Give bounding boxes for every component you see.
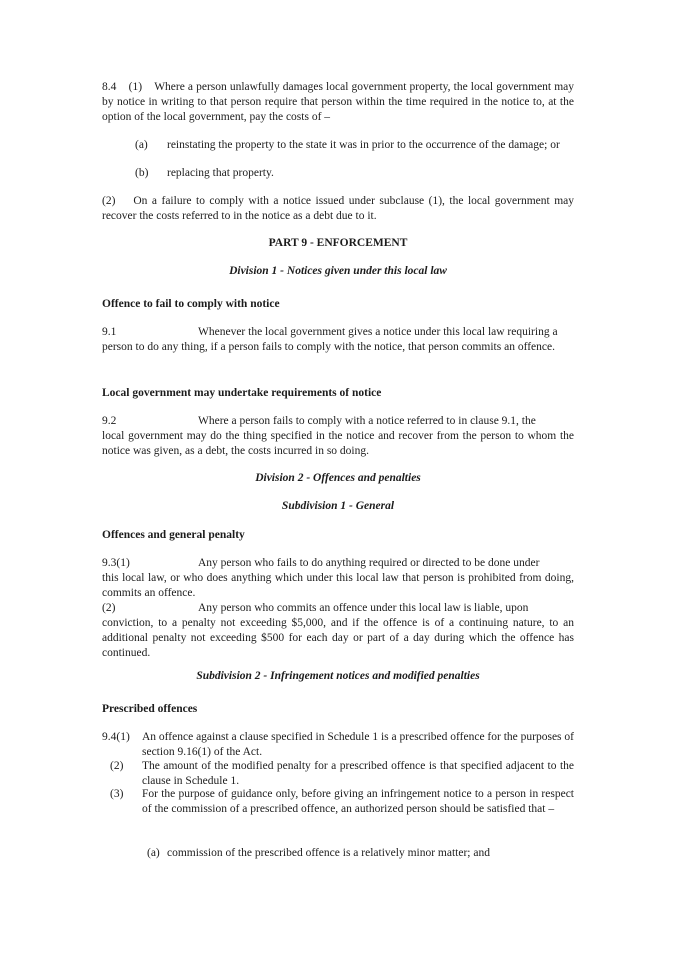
clause-text-rest: conviction, to a penalty not exceeding $5,000, and if the offence is of a continuing nature, to an additional penalty not exceeding $500 for each day or part of a day during which the offence has continued. xyxy=(102,617,574,659)
heading-9-4: Prescribed offences xyxy=(102,703,198,715)
clause-9-2 xyxy=(102,414,574,459)
clause-9-4-2 xyxy=(102,759,574,789)
clause-8-4-item-a xyxy=(135,138,575,153)
item-label: (a) xyxy=(147,847,160,859)
clause-text: The amount of the modified penalty for a prescribed offence is that specified adjacent to the clause in Schedule 1. xyxy=(142,760,574,787)
item-text: reinstating the property to the state it was in prior to the occurrence of the damage; or xyxy=(167,139,560,151)
clause-number: (2) xyxy=(102,602,116,614)
clause-text: For the purpose of guidance only, before giving an infringement notice to a person in respect of the commission of a prescribed offence, an authorized person should be satisfied that – xyxy=(142,788,574,815)
clause-number: (2) xyxy=(110,760,124,772)
clause-8-4-item-b xyxy=(135,166,575,181)
clause-text-rest: local government may do the thing specified in the notice and recover from the person to whom the notice was given, as a debt, the costs incurred in so doing. xyxy=(102,430,574,457)
clause-number: (3) xyxy=(110,788,124,800)
clause-number: 9.1 xyxy=(102,326,117,338)
clause-text-first: Where a person fails to comply with a notice referred to in clause 9.1, the xyxy=(198,415,536,427)
clause-9-3-2 xyxy=(102,601,574,661)
clause-9-3-1 xyxy=(102,556,574,601)
clause-text-first: Whenever the local government gives a notice under this local law requiring a xyxy=(198,326,558,338)
clause-number: 9.3(1) xyxy=(102,557,130,569)
item-text: replacing that property. xyxy=(167,167,274,179)
division-1-heading: Division 1 - Notices given under this local law xyxy=(229,265,447,277)
clause-text-first: Any person who fails to do anything required or directed to be done under xyxy=(198,557,540,569)
clause-8-4-1 xyxy=(102,80,577,125)
clause-text: An offence against a clause specified in Schedule 1 is a prescribed offence for the purposes of section 9.16(1) of the Act. xyxy=(142,731,574,758)
item-text: commission of the prescribed offence is a relatively minor matter; and xyxy=(167,847,490,859)
clause-9-4-3 xyxy=(102,787,574,817)
clause-8-4-2 xyxy=(102,194,577,224)
clause-9-1 xyxy=(102,325,574,355)
clause-text-rest: this local law, or who does anything which under this local law that person is prohibited from doing, commits an offence. xyxy=(102,572,574,599)
item-label: (a) xyxy=(135,139,148,151)
heading-9-3: Offences and general penalty xyxy=(102,529,245,541)
item-label: (b) xyxy=(135,167,149,179)
clause-9-4-1 xyxy=(102,730,574,760)
clause-text-rest: person to do any thing, if a person fails to comply with the notice, that person commits an offence. xyxy=(102,341,555,353)
subdivision-1-heading: Subdivision 1 - General xyxy=(281,500,395,512)
clause-text-first: Any person who commits an offence under this local law is liable, upon xyxy=(198,602,529,614)
clause-number: 9.2 xyxy=(102,415,117,427)
heading-9-2: Local government may undertake requirements of notice xyxy=(102,387,382,399)
part-title: PART 9 - ENFORCEMENT xyxy=(268,237,408,249)
subdivision-2-heading: Subdivision 2 - Infringement notices and modified penalties xyxy=(196,670,480,682)
clause-9-4-3-item-a xyxy=(147,846,575,861)
clause-8-4-1-text: 8.4 (1) Where a person unlawfully damages local government property, the local government may by notice in writing to that person require that person within the time required in the notice to, at the option of the local government, pay the costs of – xyxy=(102,81,577,123)
division-2-heading: Division 2 - Offences and penalties xyxy=(255,472,421,484)
clause-number: 9.4(1) xyxy=(102,731,130,743)
clause-8-4-2-text: (2) On a failure to comply with a notice issued under subclause (1), the local government may recover the costs referred to in the notice as a debt due to it. xyxy=(102,195,577,222)
heading-9-1: Offence to fail to comply with notice xyxy=(102,298,280,310)
